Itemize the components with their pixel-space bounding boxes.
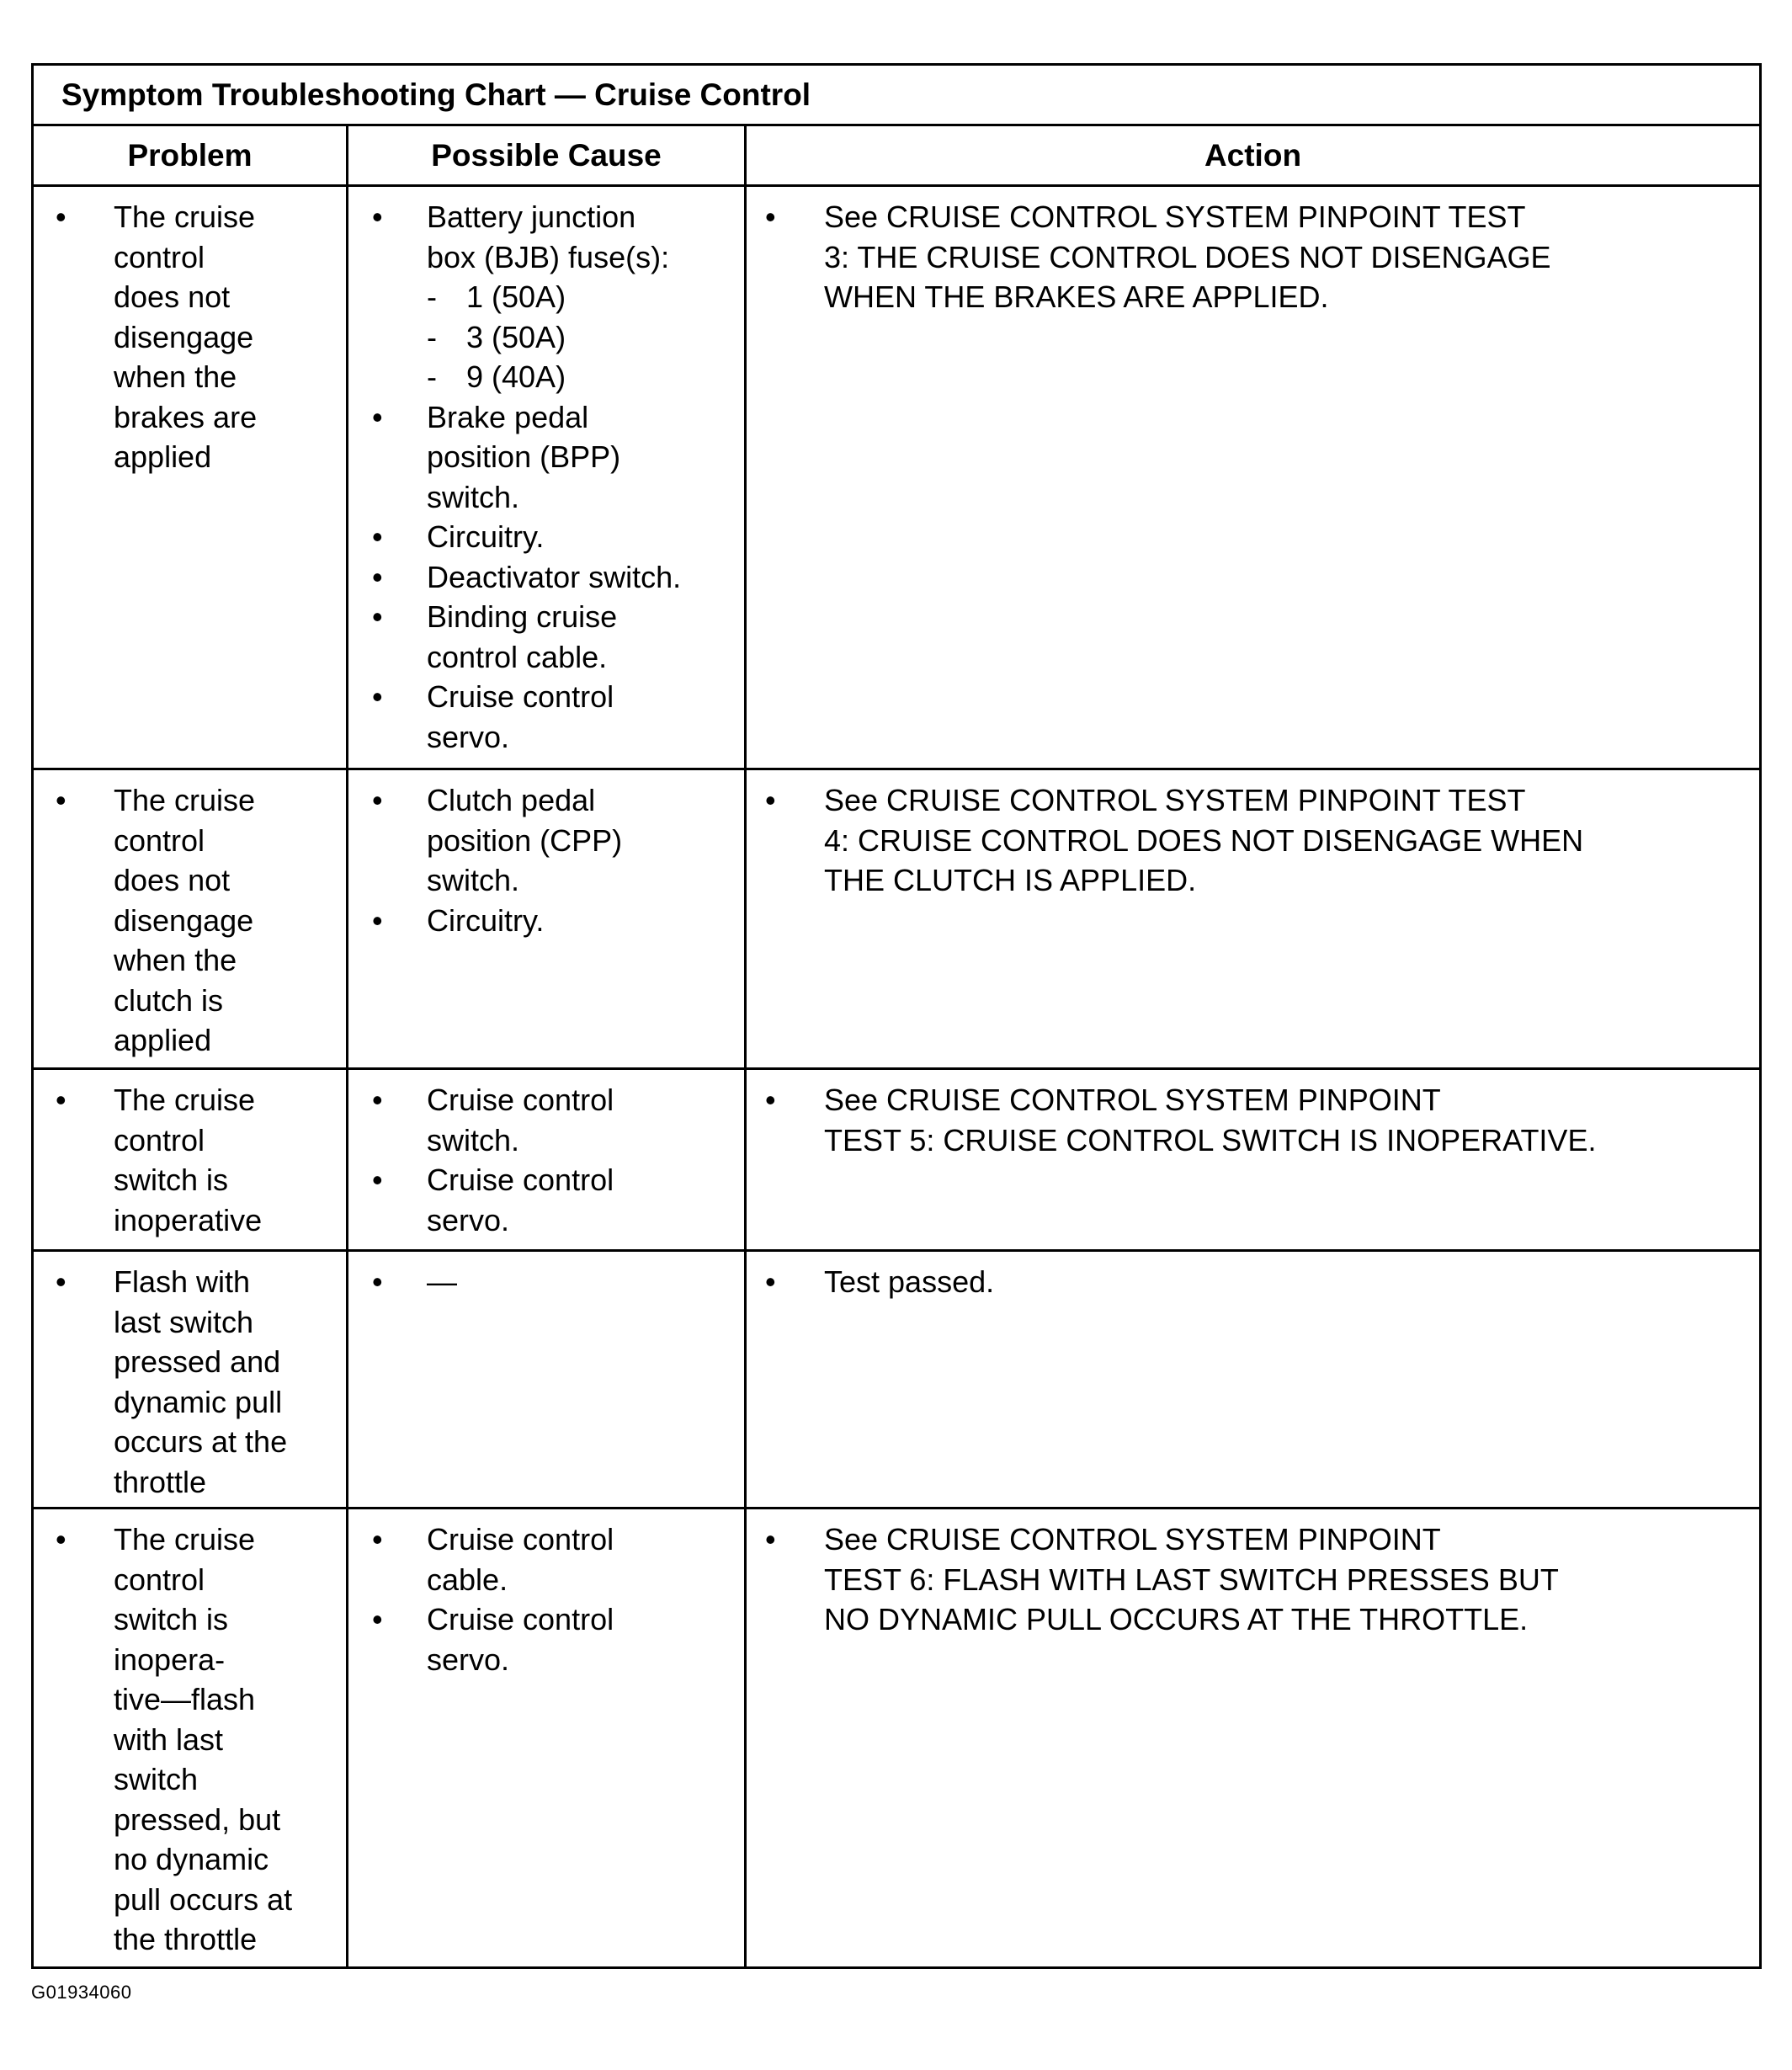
bullet-icon: •	[372, 1083, 383, 1117]
troubleshooting-chart	[31, 63, 1762, 1969]
bullet-icon: •	[372, 519, 383, 554]
bullet-icon: •	[56, 783, 66, 817]
bullet-icon: •	[372, 559, 383, 594]
action-cell	[747, 1509, 1759, 1966]
list-item: • See CRUISE CONTROL SYSTEM PINPOINT TEST 5: CRUISE CONTROL SWITCH IS INOPERATIVE.	[747, 1080, 1759, 1160]
bullet-icon: •	[372, 1163, 383, 1197]
problem-cell	[34, 1509, 346, 1966]
possible-cause-cell	[348, 1509, 744, 1966]
list-item: • Cruise control servo.	[348, 1599, 744, 1679]
list-item: • Circuitry.	[348, 517, 744, 557]
possible-cause-cell	[348, 187, 744, 768]
action-cell	[747, 187, 1759, 768]
possible-cause-cell	[348, 770, 744, 1067]
bullet-icon: •	[372, 1602, 383, 1636]
fuse-item: - 1 (50A)	[427, 279, 566, 314]
problem-cell	[34, 187, 346, 768]
bullet-icon: •	[56, 1264, 66, 1299]
list-item: • See CRUISE CONTROL SYSTEM PINPOINT TEST 4: CRUISE CONTROL DOES NOT DISENGAGE WHEN THE CLUTCH IS APPLIED.	[747, 780, 1759, 901]
bullet-icon: •	[765, 1083, 776, 1117]
table-row	[34, 1252, 1759, 1509]
bullet-icon: •	[372, 399, 383, 434]
action-cell	[747, 1070, 1759, 1249]
possible-cause-cell	[348, 1070, 744, 1249]
header-row	[34, 126, 1759, 187]
fuse-item: - 3 (50A)	[427, 319, 566, 354]
list-item: • Cruise control cable.	[348, 1519, 744, 1599]
list-item: • See CRUISE CONTROL SYSTEM PINPOINT TEST 6: FLASH WITH LAST SWITCH PRESSES BUT NO DYNAMIC PULL OCCURS AT THE THROTTLE.	[747, 1519, 1759, 1640]
bullet-icon: •	[765, 783, 776, 817]
table-row	[34, 187, 1759, 770]
list-item: • Test passed.	[747, 1262, 1759, 1302]
action-cell	[747, 1252, 1759, 1507]
table-row	[34, 1509, 1759, 1966]
bullet-icon: •	[372, 902, 383, 938]
bullet-icon: •	[372, 599, 383, 634]
bullet-icon: •	[765, 1264, 776, 1299]
list-item: • Cruise control servo.	[348, 1160, 744, 1240]
list-item: • —	[348, 1262, 744, 1302]
list-item: • Brake pedal position (BPP) switch.	[348, 397, 744, 518]
bullet-icon: •	[372, 679, 383, 714]
problem-cell	[34, 1252, 346, 1507]
column-header-action: Action	[1204, 138, 1302, 173]
list-item: • The cruise control switch is inoperative	[34, 1080, 346, 1240]
table-row	[34, 770, 1759, 1070]
bullet-icon: •	[372, 783, 383, 817]
bullet-icon: •	[765, 200, 776, 234]
bullet-icon: •	[372, 1264, 383, 1299]
chart-title: Symptom Troubleshooting Chart — Cruise Control	[34, 66, 1759, 126]
possible-cause-cell	[348, 1252, 744, 1507]
problem-cell	[34, 1070, 346, 1249]
bullet-icon: •	[372, 200, 383, 234]
column-header-possible-cause: Possible Cause	[431, 138, 662, 173]
list-item: • The cruise control does not disengage when the clutch is applied	[34, 780, 346, 1061]
list-item: • Flash with last switch pressed and dynamic pull occurs at the throttle	[34, 1262, 346, 1502]
list-item: • The cruise control switch is inopera- tive—flash with last switch pressed, but no dynamic pull occurs at the throttle	[34, 1519, 346, 1960]
bullet-icon: •	[56, 1083, 66, 1117]
column-header-problem: Problem	[127, 138, 253, 173]
list-item: • Binding cruise control cable.	[348, 597, 744, 677]
list-item: • Circuitry.	[348, 901, 744, 941]
fuse-item: - 9 (40A)	[427, 359, 566, 394]
list-item: • Cruise control servo.	[348, 677, 744, 757]
bullet-icon: •	[372, 1522, 383, 1556]
list-item: • See CRUISE CONTROL SYSTEM PINPOINT TEST 3: THE CRUISE CONTROL DOES NOT DISENGAGE WHEN THE BRAKES ARE APPLIED.	[747, 197, 1759, 317]
problem-cell	[34, 770, 346, 1067]
list-item: • The cruise control does not disengage when the brakes are applied	[34, 197, 346, 477]
list-item: • Battery junction box (BJB) fuse(s):	[348, 197, 744, 277]
table-row	[34, 1070, 1759, 1252]
bullet-icon: •	[56, 1522, 66, 1556]
bullet-icon: •	[765, 1522, 776, 1556]
list-item: • Cruise control switch.	[348, 1080, 744, 1160]
list-item: • Deactivator switch.	[348, 557, 744, 598]
action-cell	[747, 770, 1759, 1067]
list-item: • Clutch pedal position (CPP) switch.	[348, 780, 744, 901]
figure-id: G01934060	[31, 1982, 132, 2003]
bullet-icon: •	[56, 200, 66, 234]
